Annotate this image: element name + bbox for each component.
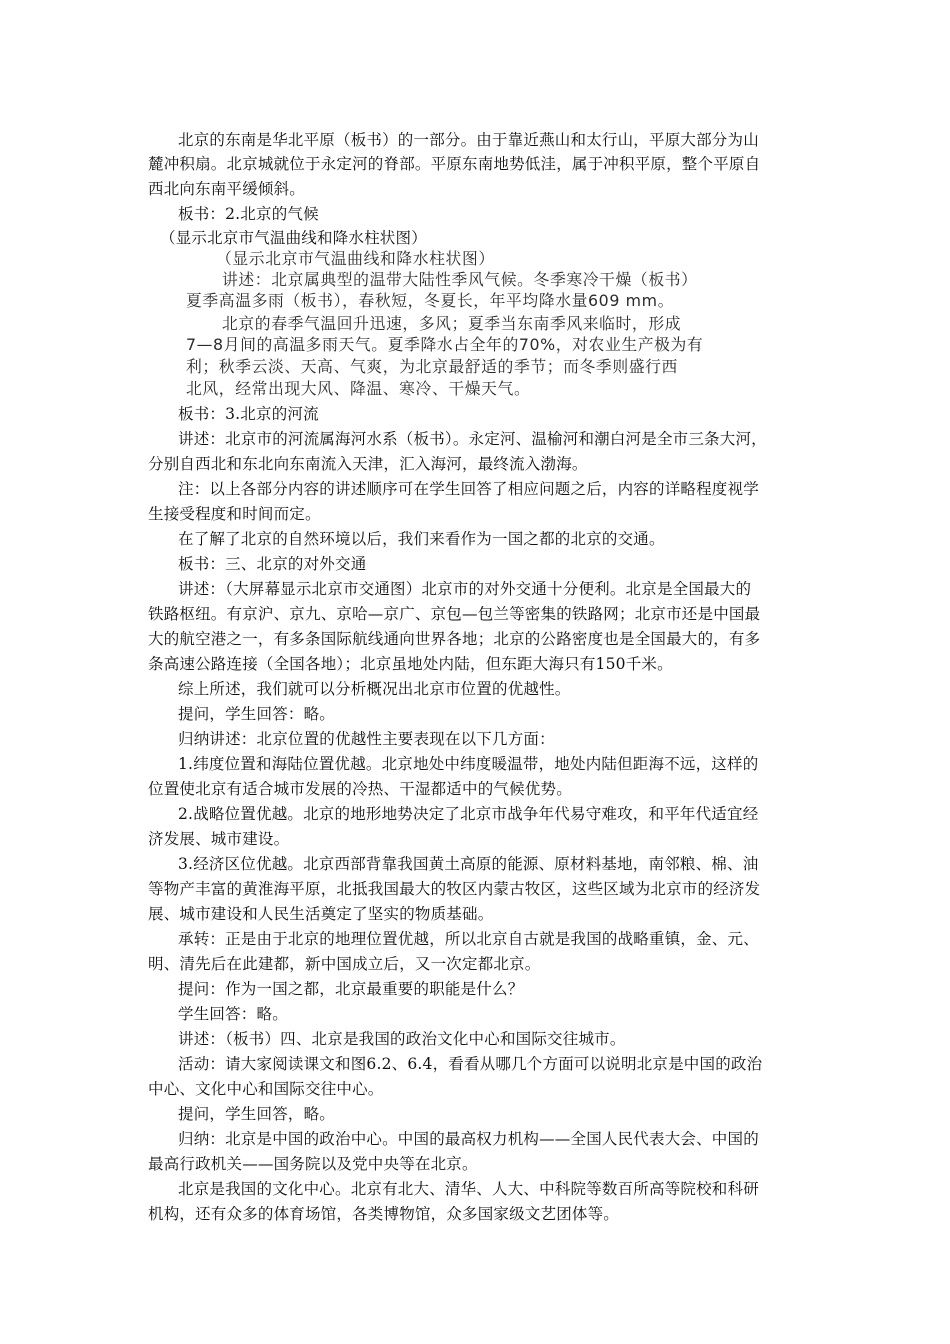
paragraph-line: 提问：作为一国之都，北京最重要的职能是什么？ [178, 980, 524, 998]
paragraph-line: 麓冲积扇。北京城就位于永定河的脊部。平原东南地势低洼，属于冲积平原，整个平原自 [148, 155, 761, 173]
paragraph-line: 综上所述，我们就可以分析概况出北京市位置的优越性。 [178, 680, 571, 698]
paragraph-line: 2.战略位置优越。北京的地形地势决定了北京市战争年代易守难攻，和平年代适宜经 [178, 805, 759, 823]
paragraph-line: 归纳讲述：北京位置的优越性主要表现在以下几方面： [178, 730, 555, 748]
paragraph-line: 明、清先后在此建都，新中国成立后，又一次定都北京。 [148, 955, 541, 973]
paragraph-line: 济发展、城市建设。 [148, 830, 290, 848]
paragraph-line: 板书：3.北京的河流 [178, 405, 319, 423]
paragraph-line: 讲述：（大屏幕显示北京市交通图）北京市的对外交通十分便利。北京是全国最大的 [178, 580, 752, 598]
paragraph-line: 承转：正是由于北京的地理位置优越，所以北京自古就是我国的战略重镇，金、元、 [178, 930, 759, 948]
paragraph-line: 北京是我国的文化中心。北京有北大、清华、人大、中科院等数百所高等院校和科研 [178, 1180, 759, 1198]
paragraph-line: 在了解了北京的自然环境以后，我们来看作为一国之都的北京的交通。 [178, 530, 665, 548]
paragraph-line: 提问，学生回答：略。 [178, 705, 336, 723]
paragraph-line: 讲述：（板书）四、北京是我国的政治文化中心和国际交往城市。 [178, 1030, 626, 1048]
paragraph-line: 3.经济区位优越。北京西部背靠我国黄土高原的能源、原材料基地，南邻粮、棉、油 [178, 855, 759, 873]
paragraph-line: 条高速公路连接（全国各地）；北京虽地处内陆，但东距大海只有150千米。 [148, 655, 673, 673]
scanned-line: 7—8月间的高温多雨天气。夏季降水占全年的70%，对农业生产极为有 [186, 335, 704, 354]
scanned-text-image [178, 244, 778, 402]
paragraph-line: 大的航空港之一，有多条国际航线通向世界各地；北京的公路密度也是全国最大的，有多 [148, 630, 761, 648]
paragraph-line: 板书：三、北京的对外交通 [178, 555, 367, 573]
paragraph-line: 西北向东南平缓倾斜。 [148, 180, 306, 198]
paragraph-line: 机构，还有众多的体育场馆，各类博物馆，众多国家级文艺团体等。 [148, 1205, 620, 1223]
scanned-line: 北京的春季气温回升迅速，多风；夏季当东南季风来临时，形成 [222, 314, 682, 333]
paragraph-line: 讲述：北京市的河流属海河水系（板书）。永定河、温榆河和潮白河是全市三条大河， [178, 430, 767, 448]
paragraph-line: 等物产丰富的黄淮海平原，北抵我国最大的牧区内蒙古牧区，这些区域为北京市的经济发 [148, 880, 761, 898]
paragraph-line: 北京的东南是华北平原（板书）的一部分。由于靠近燕山和太行山，平原大部分为山 [178, 131, 759, 149]
paragraph-line: 活动：请大家阅读课文和图6.2、6.4，看看从哪几个方面可以说明北京是中国的政治 [178, 1055, 763, 1073]
scanned-line: 夏季高温多雨（板书），春秋短，冬夏长，年平均降水量609 mm。 [186, 291, 674, 310]
paragraph-line: 铁路枢纽。有京沪、京九、京哈—京广、京包—包兰等密集的铁路网；北京市还是中国最 [148, 605, 761, 623]
paragraph-line: 生接受程度和时间而定。 [148, 505, 321, 523]
paragraph-line: 提问，学生回答，略。 [178, 1105, 336, 1123]
paragraph-line: 归纳：北京是中国的政治中心。中国的最高权力机构——全国人民代表大会、中国的 [178, 1130, 759, 1148]
paragraph-line: 板书：2.北京的气候 [178, 205, 319, 223]
scanned-line: 利；秋季云淡、天高、气爽，为北京最舒适的季节；而冬季则盛行西 [186, 357, 678, 376]
paragraph-line: 中心、文化中心和国际交往中心。 [148, 1080, 384, 1098]
paragraph-line: （显示北京市气温曲线和降水柱状图） [160, 229, 427, 247]
paragraph-line: 学生回答：略。 [178, 1005, 288, 1023]
paragraph-line: 注：以上各部分内容的讲述顺序可在学生回答了相应问题之后，内容的详略程度视学 [178, 480, 759, 498]
paragraph-line: 位置使北京有适合城市发展的冷热、干湿都适中的气候优势。 [148, 780, 572, 798]
paragraph-line: 最高行政机关——国务院以及党中央等在北京。 [148, 1155, 478, 1173]
paragraph-line: 1.纬度位置和海陆位置优越。北京地处中纬度暖温带，地处内陆但距海不远，这样的 [178, 755, 759, 773]
paragraph-line: 展、城市建设和人民生活奠定了坚实的物质基础。 [148, 905, 494, 923]
scanned-line: （显示北京市气温曲线和降水柱状图） [216, 249, 495, 268]
scanned-line: 讲述：北京属典型的温带大陆性季风气候。冬季寒冷干燥（板书） [222, 270, 698, 289]
scanned-line: 北风，经常出现大风、降温、寒冷、干燥天气。 [186, 379, 531, 398]
paragraph-line: 分别自西北和东北向东南流入天津，汇入海河，最终流入渤海。 [148, 455, 588, 473]
